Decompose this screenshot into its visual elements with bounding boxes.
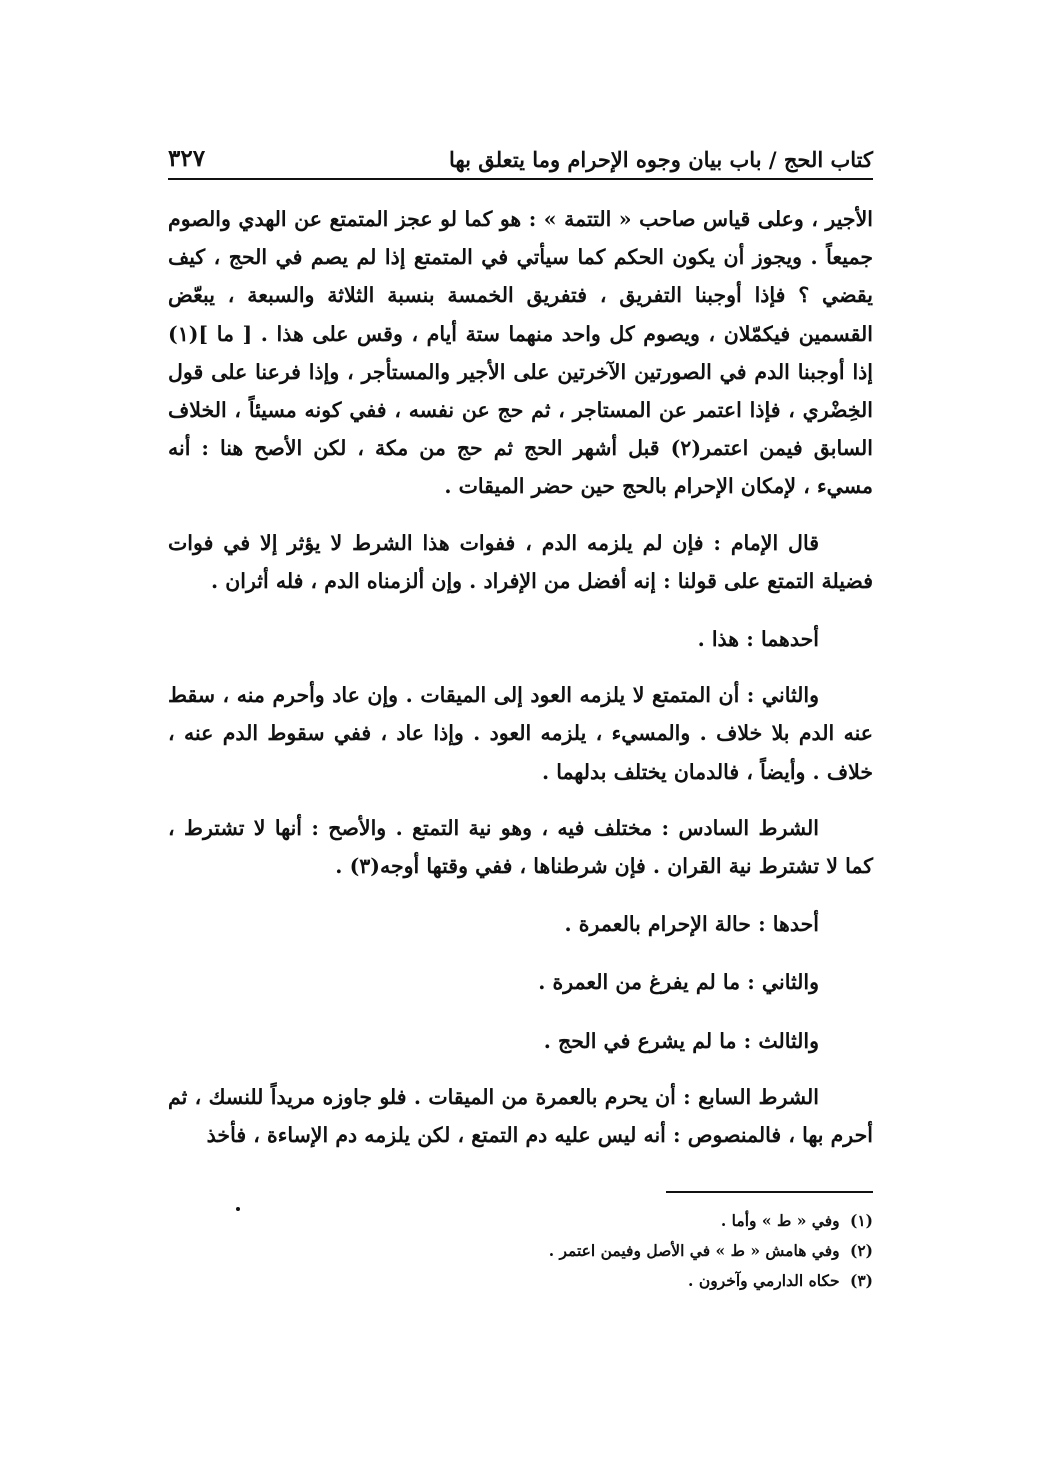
footnote-number: (٢) [849,1241,873,1260]
footnote-item [168,1236,873,1266]
paragraph-seventh-condition: الشرط السابع : أن يحرم بالعمرة من الميقات . فلو جاوزه مريداً للنسك ، ثم أحرم بها ، فالمنصوص : أنه ليس عليه دم التمتع ، لكن يلزمه دم الإساءة ، فأخذ [168,1084,873,1148]
footnote-text: وفي « ط » وأما . [720,1211,840,1230]
list-item-first-opinion: أحدها : حالة الإحرام بالعمرة . [564,912,819,937]
footnote-divider [666,1191,873,1193]
paragraph-continuation: الأجير ، وعلى قياس صاحب « التتمة » : هو كما لو عجز المتمتع عن الهدي والصوم جميعاً . ويجوز أن يكون الحكم كما سيأتي في المتمتع إذا لم يصم في الحج ، كيف يقضي ؟ فإذا أوجبنا التفريق ، فتفريق الخمسة بنسبة الثلاثة والسبعة ، يبعّض القسمين فيكمّلان ، ويصوم كل واحد منهما ستة أيام ، وقس على هذا . [ ما ](١) إذا أوجبنا الدم في الصورتين الآخرتين على الأجير والمستأجر ، وإذا فرعنا على قول الخِضْري ، فإذا اعتمر عن المستاجر ، ثم حج عن نفسه ، ففي كونه مسيئاً ، الخلاف السابق فيمن اعتمر(٢) قبل أشهر الحج ثم حج من مكة ، لكن الأصح هنا : أنه مسيء ، لإمكان الإحرام بالحج حين حضر الميقات . [168,207,873,499]
page-number: ٣٢٧ [168,145,206,172]
list-item-third-opinion: والثالث : ما لم يشرع في الحج . [543,1028,819,1053]
footnote-number: (٣) [849,1271,873,1290]
page-header [168,130,873,180]
footnote-item [168,1266,873,1296]
running-title: كتاب الحج / باب بيان وجوه الإحرام وما يتعلق بها [448,147,873,172]
main-text [168,200,873,1154]
paragraph-sixth-condition: الشرط السادس : مختلف فيه ، وهو نية التمتع . والأصح : أنها لا تشترط ، كما لا تشترط نية القران . فإن شرطناها ، ففي وقتها أوجه(٣) . [168,815,873,879]
list-item-first-effect: أحدهما : هذا . [697,627,819,652]
paragraph-second-effect: والثاني : أن المتمتع لا يلزمه العود إلى الميقات . وإن عاد وأحرم منه ، سقط عنه الدم بلا خلاف . والمسيء ، يلزمه العود . وإذا عاد ، ففي سقوط الدم عنه ، خلاف . وأيضاً ، فالدمان يختلف بدلهما . [168,683,873,784]
footnote-text: حكاه الدارمي وآخرون . [688,1271,840,1290]
footnote-text: وفي هامش « ط » في الأصل وفيمن اعتمر . [548,1241,840,1260]
footnotes [168,1206,873,1296]
list-item-second-opinion: والثاني : ما لم يفرغ من العمرة . [538,970,819,995]
footnote-number: (١) [849,1211,873,1230]
paragraph-imam: قال الإمام : فإن لم يلزمه الدم ، ففوات هذا الشرط لا يؤثر إلا في فوات فضيلة التمتع على قولنا : إنه أفضل من الإفراد . وإن ألزمناه الدم ، فله أثران . [168,530,873,593]
footnote-item [168,1206,873,1236]
